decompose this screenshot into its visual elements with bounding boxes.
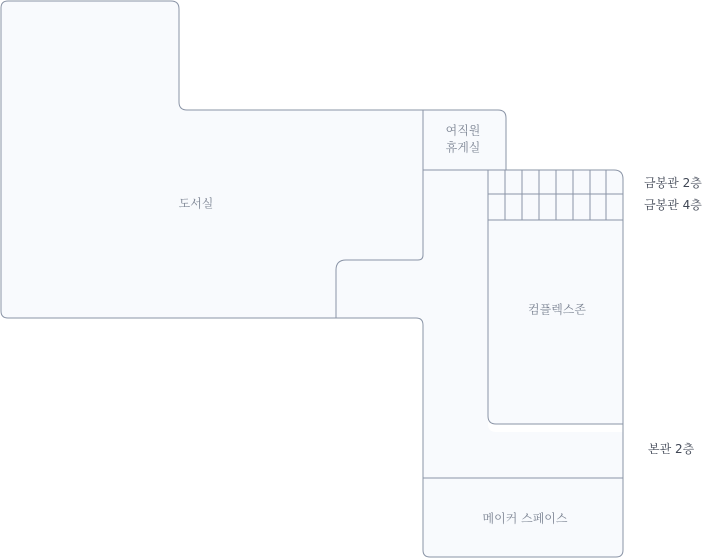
geumbong-4f-label[interactable]: 금봉관 4층 bbox=[644, 198, 702, 212]
complex-zone-label: 컴플렉스존 bbox=[528, 302, 586, 317]
library-label: 도서실 bbox=[178, 196, 214, 211]
main-building-2f-label[interactable]: 본관 2층 bbox=[648, 442, 695, 456]
complex-zone-area[interactable] bbox=[488, 220, 623, 424]
corridor-link-area bbox=[336, 260, 423, 318]
maker-space-label: 메이커 스페이스 bbox=[482, 511, 568, 526]
female-lounge-label-line2: 휴게실 bbox=[445, 140, 481, 155]
geumbong-2f-label[interactable]: 금봉관 2층 bbox=[644, 176, 702, 190]
female-lounge-label-line1: 여직원 bbox=[445, 123, 481, 138]
